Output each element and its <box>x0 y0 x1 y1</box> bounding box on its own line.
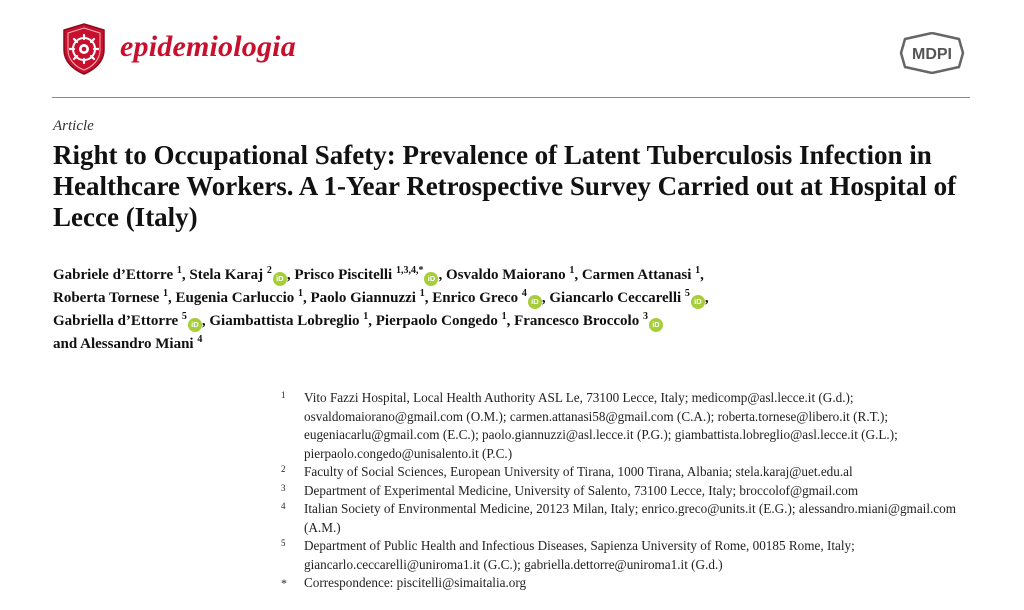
header-divider <box>52 97 970 98</box>
author-name[interactable]: Pierpaolo Congedo <box>375 313 502 329</box>
author-affiliation-marker: 5 <box>181 311 187 322</box>
author-name[interactable]: Giancarlo Ceccarelli <box>549 290 685 306</box>
affiliation-text: Italian Society of Environmental Medicine, 20123 Milan, Italy; enrico.greco@units.it (E.G.); alessandro.miani@gmail.com (A.M.) <box>304 501 956 535</box>
affiliation-text: Department of Experimental Medicine, University of Salento, 73100 Lecce, Italy; broccolof@gmail.com <box>304 482 859 498</box>
affiliation-text: Faculty of Social Sciences, European University of Tirana, 1000 Tirana, Albania; stela.karaj@uet.edu.al <box>304 464 853 479</box>
author-affiliation-marker: 1 <box>298 288 303 299</box>
author-list: Gabriele d’Ettorre $^1$, Stela Karaj $^2$iD , Prisco Piscitelli $^{1,3,4,*}$iD , Osvaldo Maiorano $^1$, Carmen Attanasi $^1$, Roberta Tornese $^1$, Eugenia Carluccio $^1$, Paolo Giannuzzi $^1$, Enrico Greco $^4$iD , Giancarlo Ceccarelli $^5$iD , Gabriella d’Ettorre $^5$iD , Giambattista Lobreglio $^1$, Pierpaolo Congedo $^1$, Francesco Broccolo $^3$iD and Alessandro Miani $^4$ <box>53 265 709 352</box>
orcid-icon[interactable]: iD <box>649 318 663 332</box>
author-affiliation-marker: 1 <box>176 265 182 276</box>
author-name[interactable]: Gabriella d’Ettorre <box>53 313 182 329</box>
author-name[interactable]: Giambattista Lobreglio <box>209 313 364 329</box>
author-name[interactable]: Alessandro Miani <box>80 336 198 352</box>
author-name[interactable]: Osvaldo Maiorano <box>445 267 570 283</box>
author-name[interactable]: Enrico Greco <box>432 290 522 306</box>
author-name[interactable]: Francesco Broccolo <box>514 313 643 329</box>
orcid-icon[interactable]: iD <box>273 272 287 286</box>
author-affiliation-marker: 1 <box>501 311 507 322</box>
orcid-icon[interactable]: iD <box>691 295 705 309</box>
author-name[interactable]: Eugenia Carluccio <box>175 290 298 306</box>
author-affiliation-marker: 1 <box>163 288 168 299</box>
author-affiliation-marker: 1,3,4,* <box>395 265 424 276</box>
author-affiliation-marker: 1 <box>569 265 575 276</box>
affiliation-number: 4 <box>281 501 286 511</box>
author-affiliation-marker: 3 <box>642 311 648 322</box>
affiliation-number: 1 <box>281 390 286 400</box>
author-name[interactable]: Stela Karaj <box>189 267 267 283</box>
article-title: Right to Occupational Safety: Prevalence of Latent Tuberculosis Infection in Healthcare Workers. A 1-Year Retrospective Survey Carried out at Hospital of Lecce (Italy) <box>53 140 957 232</box>
author-name[interactable]: Carmen Attanasi <box>581 267 696 283</box>
mdpi-logo[interactable] <box>897 32 967 74</box>
publisher-name: MDPI <box>912 46 952 63</box>
author-affiliation-marker: 4 <box>521 288 527 299</box>
affiliation-number: * <box>281 576 287 590</box>
affiliation-text: Correspondence: piscitelli@simaitalia.org <box>304 575 527 590</box>
affiliation-item <box>281 482 981 501</box>
journal-logo-icon <box>60 22 108 76</box>
author-name[interactable]: Roberta Tornese <box>53 290 163 306</box>
author-affiliation-marker: 1 <box>695 265 701 276</box>
affiliation-text: Vito Fazzi Hospital, Local Health Authority ASL Le, 73100 Lecce, Italy; medicomp@asl.lecce.it (G.d.); osvaldomaiorano@gmail.com (O.M.); carmen.attanasi58@gmail.com (C.A.); roberta.tornese@libero.it (R.T.); eugeniacarlu@gmail.com (E.C.); paolo.giannuzzi@asl.lecce.it (P.G.); giambattista.lobreglio@asl.lecce.it (G.L.); pierpaolo.congedo@unisalento.it (P.C.) <box>304 390 898 461</box>
author-affiliation-marker: 1 <box>363 311 369 322</box>
affiliation-text: Department of Public Health and Infectious Diseases, Sapienza University of Rome, 00185 Rome, Italy; giancarlo.ceccarelli@uniroma1.it (G.C.); gabriella.dettorre@uniroma1.it (G.d.) <box>304 538 855 572</box>
affiliation-list <box>281 389 981 593</box>
affiliation-item <box>281 574 981 593</box>
author-name[interactable]: Paolo Giannuzzi <box>310 290 420 306</box>
affiliation-number: 5 <box>281 538 286 548</box>
author-affiliation-marker: 4 <box>197 334 203 345</box>
affiliation-item <box>281 389 981 463</box>
affiliation-item <box>281 500 981 537</box>
author-affiliation-marker: 2 <box>266 265 272 276</box>
affiliation-item <box>281 463 981 482</box>
orcid-icon[interactable]: iD <box>424 272 438 286</box>
orcid-icon[interactable]: iD <box>188 318 202 332</box>
article-type-label: Article <box>53 118 94 134</box>
author-affiliation-marker: 5 <box>684 288 690 299</box>
affiliation-number: 2 <box>281 464 286 474</box>
author-name[interactable]: Prisco Piscitelli <box>294 267 396 283</box>
affiliation-item <box>281 537 981 574</box>
author-name[interactable]: Gabriele d’Ettorre <box>53 267 177 283</box>
affiliation-number: 3 <box>281 482 286 493</box>
journal-name[interactable]: epidemiologia <box>120 30 296 63</box>
author-affiliation-marker: 1 <box>419 288 425 299</box>
author-joiner: and <box>53 336 81 352</box>
journal-header <box>0 0 1024 100</box>
orcid-icon[interactable]: iD <box>528 295 542 309</box>
